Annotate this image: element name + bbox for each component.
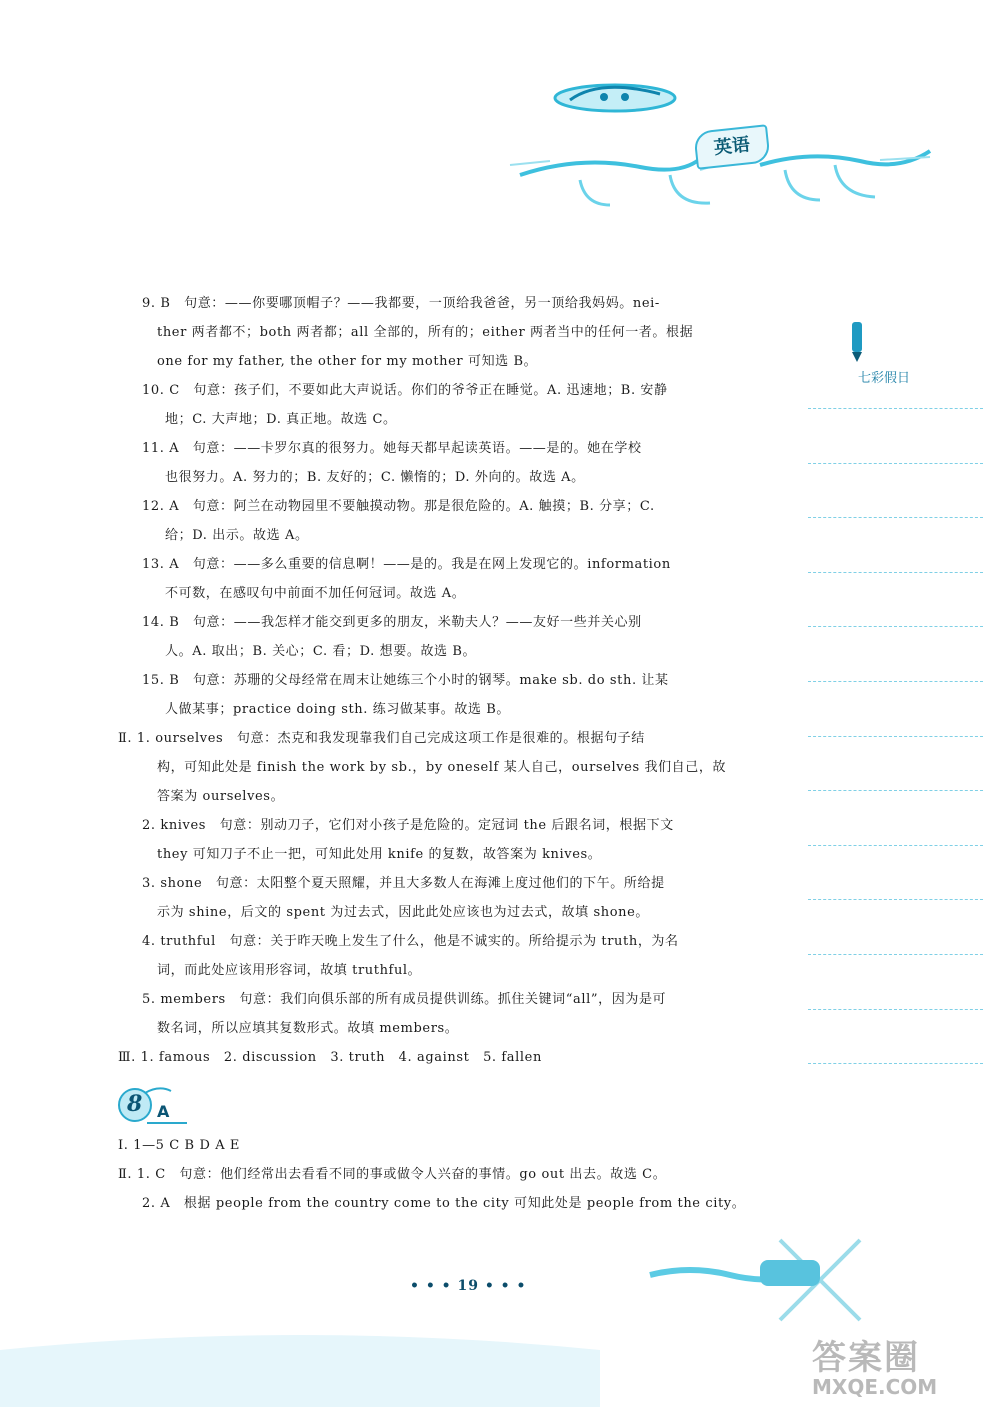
note-line [808,681,983,682]
answer-line: 数名词，所以应填其复数形式。故填 members。 [157,1021,459,1036]
answer-line: Ⅱ. 1. C 句意：他们经常出去看看不同的事或做令人兴奋的事情。go out 出去。故选 C。 [118,1167,667,1182]
note-line [808,899,983,900]
answer-line: 人做某事；practice doing sth. 练习做某事。故选 B。 [165,702,511,717]
note-line [808,1009,983,1010]
note-line [808,954,983,955]
answer-line: 11. A 句意：——卡罗尔真的很努力。她每天都早起读英语。——是的。她在学校 [142,441,642,456]
answer-line: 示为 shine，后文的 spent 为过去式，因此此处应该也为过去式，故填 shone。 [157,905,650,920]
note-line [808,572,983,573]
unit-part: A [157,1102,170,1121]
answer-line: 15. B 句意：苏珊的父母经常在周末让她练三个小时的钢琴。make sb. do sth. 让某 [142,673,669,688]
answer-line: 也很努力。A. 努力的；B. 友好的；C. 懒惰的；D. 外向的。故选 A。 [165,470,585,485]
answer-line: 12. A 句意：阿兰在动物园里不要触摸动物。那是很危险的。A. 触摸；B. 分享；C. [142,499,655,514]
answer-line: 地；C. 大声地；D. 真正地。故选 C。 [165,412,397,427]
answer-line: 答案为 ourselves。 [157,789,285,804]
unit-number: 8 [127,1091,143,1117]
answer-line: Ⅱ. 1. ourselves 句意：杰克和我发现靠我们自己完成这项工作是很难的。根据句子结 [118,731,645,746]
answer-line: 3. shone 句意：太阳整个夏天照耀，并且大多数人在海滩上度过他们的下午。所给提 [142,876,665,891]
note-line [808,463,983,464]
site-watermark: 答案圈 MXQE.COM [812,1338,938,1399]
answer-line: they 可知刀子不止一把，可知此处用 knife 的复数，故答案为 knives。 [157,847,602,862]
brand-label: 七彩假日 [858,371,911,386]
pen-icon [847,320,869,365]
answer-line: 5. members 句意：我们向俱乐部的所有成员提供训练。抓住关键词“all”，因为是可 [142,992,667,1007]
answer-line: 4. truthful 句意：关于昨天晚上发生了什么，他是不诚实的。所给提示为 truth，为名 [142,934,679,949]
answer-line: 2. A 根据 people from the country come to the city 可知此处是 people from the city。 [142,1196,746,1211]
answer-line: ther 两者都不；both 两者都；all 全部的，所有的；either 两者当中的任何一者。根据 [157,325,694,340]
answer-line: 9. B 句意：——你要哪顶帽子？——我都要，一顶给我爸爸，另一顶给我妈妈。nei- [142,296,660,311]
answer-line: 14. B 句意：——我怎样才能交到更多的朋友，米勒夫人？——友好一些并关心别 [142,615,642,630]
page-number: • • • 19 • • • [410,1278,527,1294]
answer-line: 人。A. 取出；B. 关心；C. 看；D. 想要。故选 B。 [165,644,477,659]
answer-line: Ⅰ. 1—5 C B D A E [118,1138,241,1153]
note-line [808,790,983,791]
note-line [808,626,983,627]
answer-line: one for my father, the other for my mother 可知选 B。 [157,354,538,369]
note-line [808,408,983,409]
note-line [808,517,983,518]
header-subject-label: 英语 [693,124,771,170]
answer-line: 2. knives 句意：别动刀子，它们对小孩子是危险的。定冠词 the 后跟名词，根据下文 [142,818,674,833]
answer-line: 构，可知此处是 finish the work by sb.，by oneself 某人自己，ourselves 我们自己，故 [157,760,727,775]
answer-line: 不可数，在感叹句中前面不加任何冠词。故选 A。 [165,586,466,601]
answer-line: Ⅲ. 1. famous 2. discussion 3. truth 4. against 5. fallen [118,1050,542,1065]
unit-badge [117,1085,187,1125]
answer-line: 10. C 句意：孩子们，不要如此大声说话。你们的爷爷正在睡觉。A. 迅速地；B. 安静 [142,383,668,398]
answer-line: 词，而此处应该用形容词，故填 truthful。 [157,963,422,978]
note-line [808,736,983,737]
note-line [808,845,983,846]
answer-line: 13. A 句意：——多么重要的信息啊！——是的。我是在网上发现它的。information [142,557,671,572]
note-line [808,1063,983,1064]
answer-line: 给；D. 出示。故选 A。 [165,528,309,543]
